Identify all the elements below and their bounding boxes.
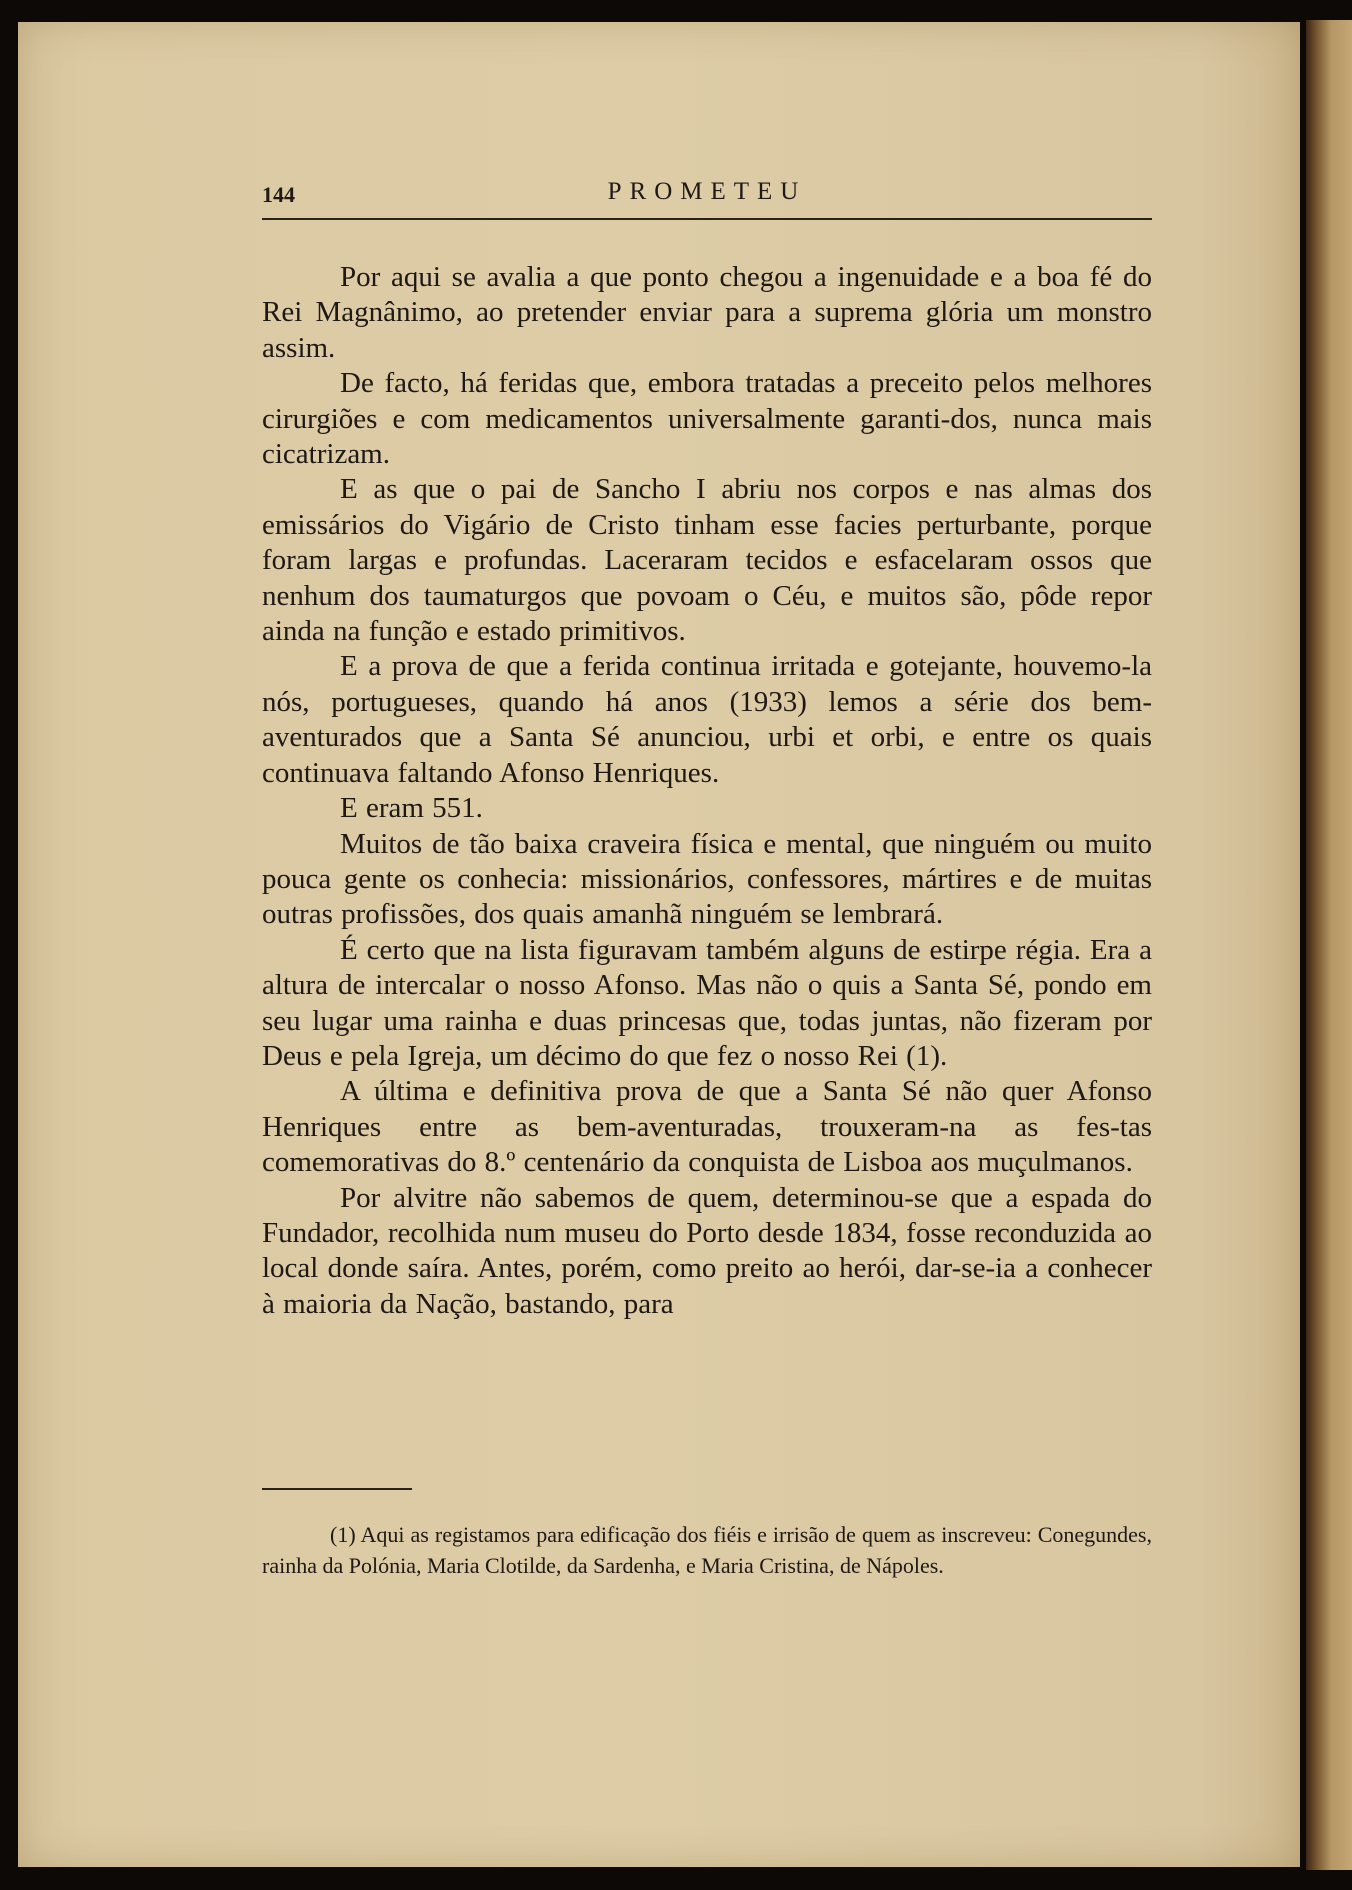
paragraph: Por aqui se avalia a que ponto chegou a ingenuidade e a boa fé do Rei Magnânimo, ao pretender enviar para a suprema glória um monstro assim. xyxy=(262,261,1152,364)
paragraph: E as que o pai de Sancho I abriu nos corpos e nas almas dos emissários do Vigário de Cristo tinham esse facies perturbante, porque foram largas e profundas. Laceraram tecidos e esfacelaram ossos que nenhum dos taumaturgos que povoam o Céu, e muitos são, pôde repor ainda na função e estado primitivos. xyxy=(262,473,1152,648)
adjacent-page-edge xyxy=(1306,20,1352,1870)
paragraph: E a prova de que a ferida continua irritada e gotejante, houvemo-la nós, portugueses, quando há anos (1933) lemos a série dos bem-aventurados que a Santa Sé anunciou, urbi et orbi, e entre os quais continuava faltando Afonso Henriques. xyxy=(262,650,1152,789)
paragraph: Muitos de tão baixa craveira física e mental, que ninguém ou muito pouca gente os conhecia: missionários, confessores, mártires e de muitas outras profissões, dos quais amanhã ninguém se lembrará. xyxy=(262,827,1152,931)
paragraph: A última e definitiva prova de que a Santa Sé não quer Afonso Henriques entre as bem-aventuradas, trouxeram-na as fes-tas comemorativas do 8.º centenário da conquista de Lisboa aos muçulmanos. xyxy=(262,1075,1152,1179)
footnote-divider xyxy=(262,1488,412,1490)
paragraph: Por alvitre não sabemos de quem, determinou-se que a espada do Fundador, recolhida num museu do Porto desde 1834, fosse reconduzida ao local donde saíra. Antes, porém, como preito ao herói, dar-se-ia a conhecer à maioria da Nação, bastando, para xyxy=(262,1181,1152,1320)
footnote: (1) Aqui as registamos para edificação dos fiéis e irrisão de quem as inscreveu: Conegundes, rainha da Polónia, Maria Clotilde, da Sardenha, e Maria Cristina, de Nápoles. xyxy=(262,1522,1152,1578)
paragraph: De facto, há feridas que, embora tratadas a preceito pelos melhores cirurgiões e com medicamentos universalmente garanti-dos, nunca mais cicatrizam. xyxy=(262,367,1152,471)
paragraph: E eram 551. xyxy=(340,792,483,825)
paragraph: É certo que na lista figuravam também alguns de estirpe régia. Era a altura de intercalar o nosso Afonso. Mas não o quis a Santa Sé, pondo em seu lugar uma rainha e duas princesas que, todas juntas, não fizeram por Deus e pela Igreja, um décimo do que fez o nosso Rei (1). xyxy=(262,933,1152,1072)
running-title: PROMETEU xyxy=(607,178,807,205)
running-head xyxy=(262,178,1152,220)
page-number: 144 xyxy=(262,182,295,207)
body-text xyxy=(262,260,1152,1322)
